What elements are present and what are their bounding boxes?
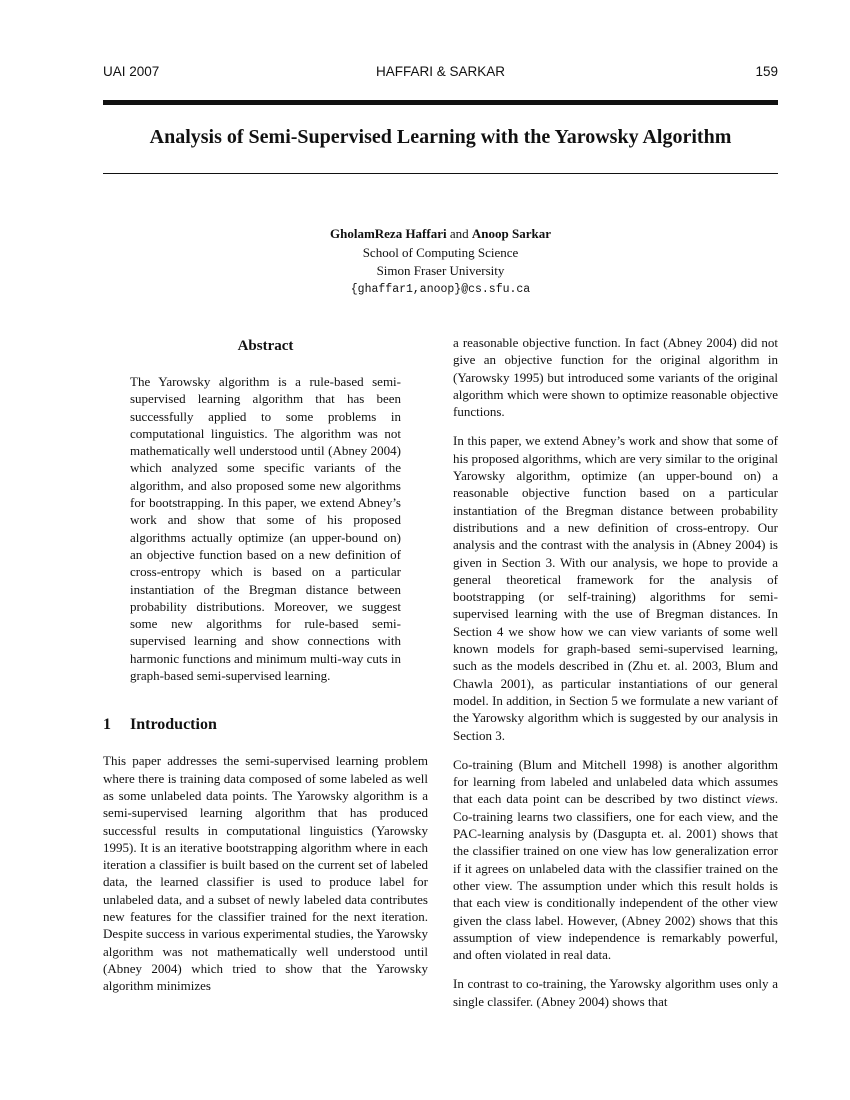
author-names [103, 225, 778, 244]
venue-label: UAI 2007 [103, 64, 160, 79]
intro-paragraph-5: In contrast to co-training, the Yarowsky algorithm uses only a single classifer. (Abney 2004) shows that [453, 976, 778, 1009]
title-rule-bottom [103, 173, 778, 174]
title-rule-top [103, 100, 778, 105]
intro-paragraph-4 [453, 756, 778, 964]
running-title: HAFFARI & SARKAR [375, 64, 506, 79]
author-1: GholamReza Haffari [329, 226, 447, 241]
author-conjunction: and [449, 226, 469, 241]
author-block [103, 225, 778, 299]
author-2: Anoop Sarkar [471, 226, 551, 241]
right-column [453, 334, 778, 1022]
affiliation-school: School of Computing Science [362, 244, 519, 260]
intro-paragraph-1: This paper addresses the semi-supervised learning problem where there is training data composed of some labeled as well as some unlabeled data points. The Yarowsky algorithm is a semi-supervised learning algorithm that has produced successful results in computational linguistics (Yarowsky 1995). It is an iterative bootstrapping algorithm where in each iteration a classifier is built based on the current set of labeled data, the learned classifier is used to produce label for unlabeled data, and a subset of newly labeled data contributes new features for the classifier trained for the next iteration. Despite success in various experimental studies, the Yarowsky algorithm was not mathematically well understood until (Abney 2004) which tried to show that the Yarowsky algorithm minimizes [103, 753, 428, 994]
section-number: 1 [103, 716, 111, 734]
page-number: 159 [755, 64, 778, 79]
affiliation-university: Simon Fraser University [376, 263, 505, 278]
author-email: {ghaffar1,anoop}@cs.sfu.ca [350, 282, 531, 296]
section-heading-introduction [103, 716, 428, 734]
left-column [103, 336, 428, 1007]
cotraining-text-b: . Co-training learns two classifiers, one for each view, and the PAC-learning analysis by (Dasgupta et. al. 2001) shows that the classifier trained on one view has low generalization error if it agrees on unlabeled data with the classifier trained on the other view. The assumption under which this result holds is that each view is conditionally independent of the other view given the class label. However, (Abney 2002) shows that this assumption of view independence is remarkably powerful, and often violated in real data. [453, 791, 778, 963]
abstract-text: The Yarowsky algorithm is a rule-based semi-supervised learning algorithm that has been successfully applied to some problems in computational linguistics. The algorithm was not mathematically well understood until (Abney 2004) which analyzed some specific variants of the algorithm, and also proposed some new algorithms for bootstrapping. In this paper, we extend Abney’s work and show that some of his proposed algorithms actually optimize (an upper-bound on) an objective function based on a new definition of cross-entropy which is based on a particular instantiation of the Bregman distance between probability distributions. Moreover, we suggest some new algorithms for rule-based semi-supervised learning and show connections with harmonic functions and minimum multi-way cuts in graph-based semi-supervised learning. [130, 374, 401, 684]
intro-paragraph-2: a reasonable objective function. In fact (Abney 2004) did not give an objective function for the original algorithm in (Yarowsky 1995) but introduced some variants of the original algorithm which were shown to optimize reasonable objective functions. [453, 335, 778, 420]
cotraining-text-a: Co-training (Blum and Mitchell 1998) is another algorithm for learning from labeled and unlabeled data which assumes that each data point can be described by two distinct [453, 756, 778, 807]
paper-title: Analysis of Semi-Supervised Learning with the Yarowsky Algorithm [149, 126, 732, 148]
section-title: Introduction [130, 716, 217, 734]
running-header [103, 64, 778, 84]
views-term: views [745, 791, 775, 807]
intro-paragraph-3: In this paper, we extend Abney’s work and show that some of his proposed algorithms, which are very similar to the original Yarowsky algorithm, optimize (an upper-bound on) a reasonable objective function based on a particular instantiation of the Bregman distance between probability distributions and a new definition of cross-entropy. Our analysis and the contrast with the analysis in (Abney 2004) is given in Section 3. With our analysis, we hope to provide a general theoretical framework for the analysis of bootstrapping (or self-training) algorithms for semi-supervised learning with the use of Bregman distances. In Section 4 we show how we can view variants of some well known models for graph-based semi-supervised learning, such as the models described in (Zhu et. al. 2003, Blum and Chawla 2001), as particular instantiations of our general model. In addition, in Section 5 we formulate a new variant of the Yarowsky algorithm which is suggested by our analysis in Section 3. [453, 433, 778, 743]
abstract-heading: Abstract [237, 338, 294, 354]
